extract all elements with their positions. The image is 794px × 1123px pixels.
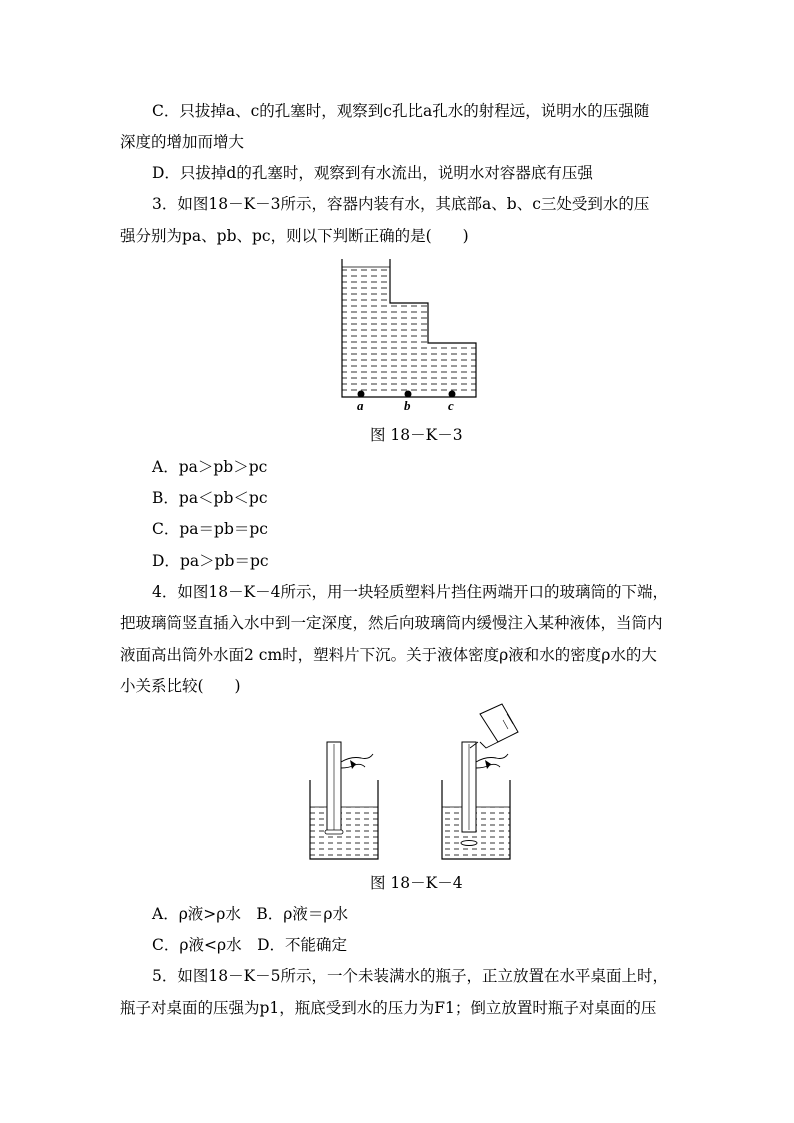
q3-stem-line2: 强分别为pa、pb、pc，则以下判断正确的是( ) bbox=[120, 227, 469, 245]
point-c-label: c bbox=[448, 398, 454, 413]
figure-18-k-3-caption: 图 18－K－3 bbox=[370, 426, 463, 444]
q4-options-row2: C．ρ液<ρ水 D．不能确定 bbox=[152, 936, 347, 954]
right-beaker bbox=[442, 704, 518, 859]
q5-stem-line2: 瓶子对桌面的压强为p1，瓶底受到水的压力为F1；倒立放置时瓶子对桌面的压 bbox=[120, 999, 657, 1017]
q2-option-c-line1: C．只拔掉a、c的孔塞时，观察到c孔比a孔水的射程远，说明水的压强随 bbox=[152, 102, 650, 120]
left-beaker bbox=[310, 742, 378, 859]
point-a-label: a bbox=[357, 398, 364, 413]
q3-option-c: C．pa＝pb＝pc bbox=[152, 520, 268, 538]
point-b-label: b bbox=[404, 398, 411, 413]
point-a-dot bbox=[358, 391, 365, 398]
figure-18-k-4-caption: 图 18－K－4 bbox=[370, 874, 463, 892]
q4-stem-line2: 把玻璃筒竖直插入水中到一定深度，然后向玻璃筒内缓慢注入某种液体，当筒内 bbox=[120, 614, 663, 632]
point-c-dot bbox=[449, 391, 456, 398]
q5-stem-line1: 5．如图18－K－5所示，一个未装满水的瓶子，正立放置在水平桌面上时， bbox=[152, 967, 669, 985]
q3-option-b: B．pa＜pb＜pc bbox=[152, 489, 268, 507]
q4-stem-line3: 液面高出筒外水面2 cm时，塑料片下沉。关于液体密度ρ液和水的密度ρ水的大 bbox=[120, 646, 657, 664]
q3-option-a: A．pa＞pb＞pc bbox=[152, 458, 268, 476]
q4-stem-line1: 4．如图18－K－4所示，用一块轻质塑料片挡住两端开口的玻璃筒的下端， bbox=[152, 583, 669, 601]
q4-options-row1: A．ρ液>ρ水 B．ρ液＝ρ水 bbox=[152, 905, 349, 923]
q3-option-d: D．pa＞pb＝pc bbox=[152, 552, 269, 570]
figure-18-k-3 bbox=[330, 255, 490, 415]
figure-18-k-4 bbox=[300, 702, 540, 862]
q3-stem-line1: 3．如图18－K－3所示，容器内装有水，其底部a、b、c三处受到水的压 bbox=[152, 195, 650, 213]
q2-option-d: D．只拔掉d的孔塞时，观察到有水流出，说明水对容器底有压强 bbox=[152, 164, 593, 182]
point-b-dot bbox=[405, 391, 412, 398]
q4-stem-line4: 小关系比较( ) bbox=[120, 677, 241, 695]
q2-option-c-line2: 深度的增加而增大 bbox=[120, 133, 245, 151]
